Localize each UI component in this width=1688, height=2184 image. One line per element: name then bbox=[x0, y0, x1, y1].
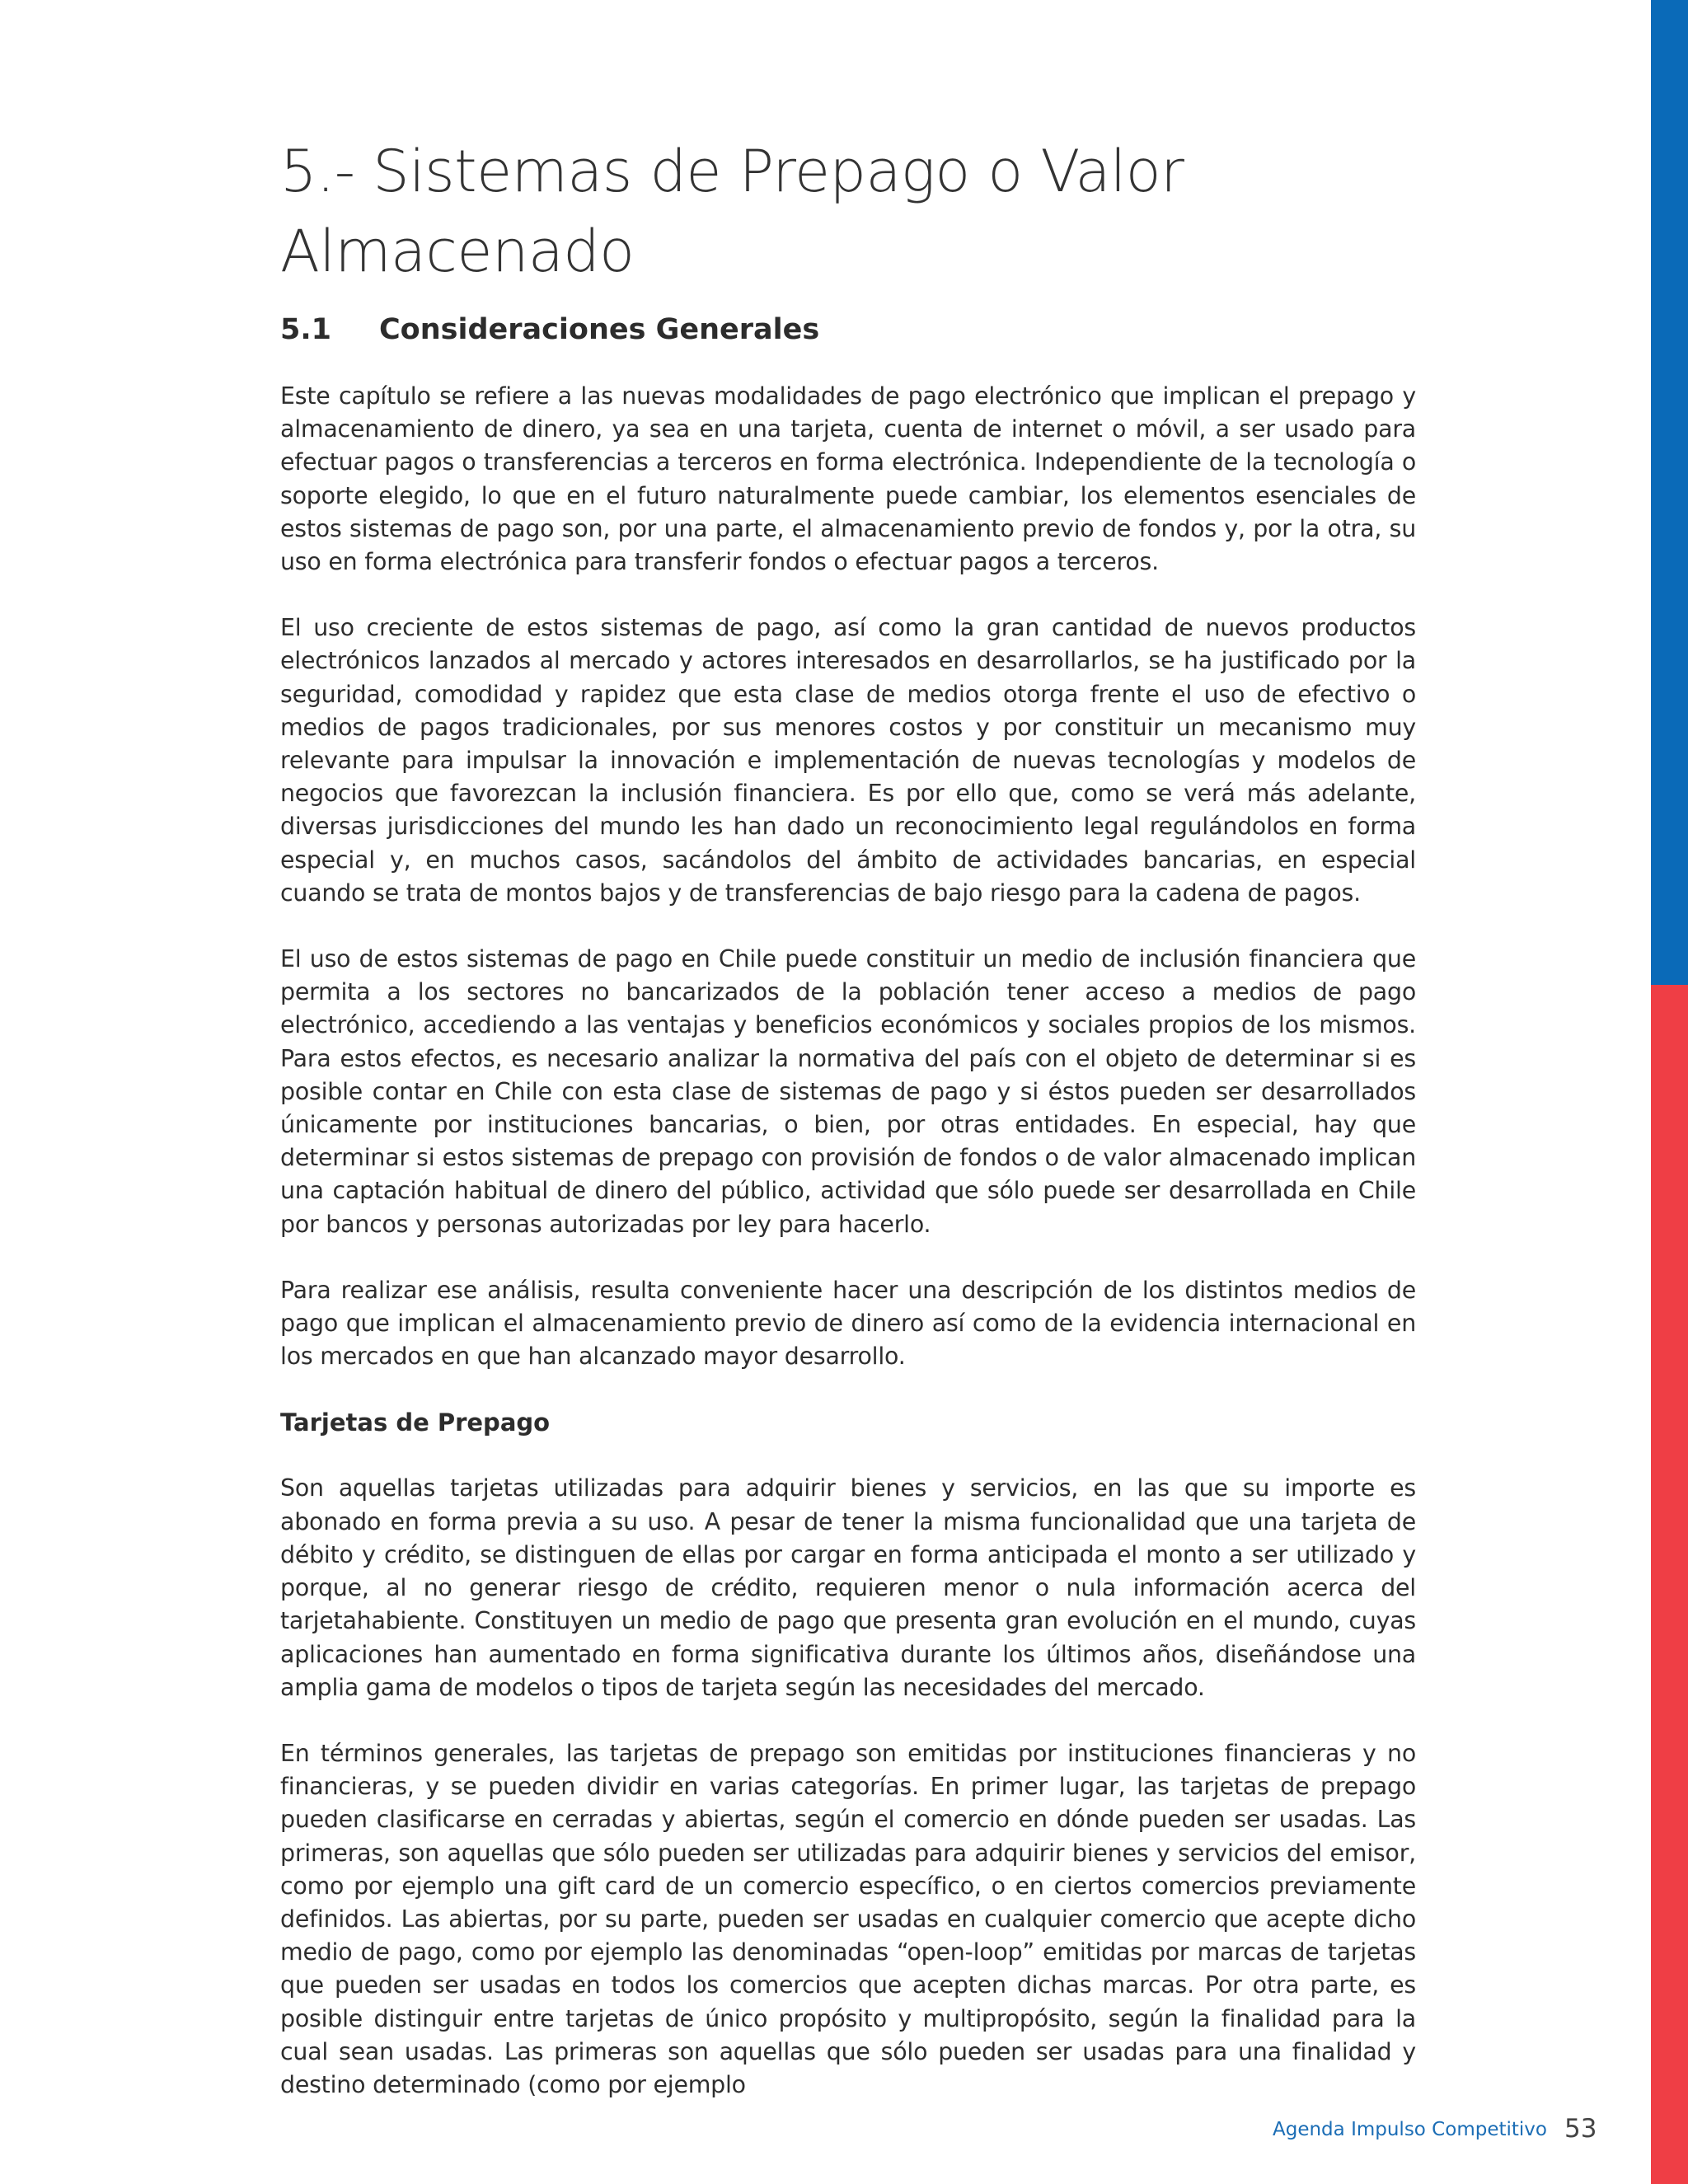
paragraph: El uso de estos sistemas de pago en Chile puede constituir un medio de inclusión financiera que permita a los sectores no bancarizados de la población tener acceso a medios de pago electrónico, accediendo a las ventajas y beneficios económicos y sociales propios de los mismos. Para estos efectos, es necesario analizar la normativa del país con el objeto de determinar si es posible contar en Chile con esta clase de sistemas de pago y si éstos pueden ser desarrollados únicamente por instituciones bancarias, o bien, por otras entidades. En especial, hay que determinar si estos sistemas de prepago con provisión de fondos o de valor almacenado implican una captación habitual de dinero del público, actividad que sólo puede ser desarrollada en Chile por bancos y personas autorizadas por ley para hacerlo. bbox=[280, 945, 1416, 1238]
paragraph: El uso creciente de estos sistemas de pago, así como la gran cantidad de nuevos productos electrónicos lanzados al mercado y actores interesados en desarrollarlos, se ha justificado por la seguridad, comodidad y rapidez que esta clase de medios otorga frente el uso de efectivo o medios de pagos tradicionales, por sus menores costos y por constituir un mecanismo muy relevante para impulsar la innovación e implementación de nuevas tecnologías y modelos de negocios que favorezcan la inclusión financiera. Es por ello que, como se verá más adelante, diversas jurisdicciones del mundo les han dado un reconocimiento legal regulándolos en forma especial y, en muchos casos, sacándolos del ámbito de actividades bancarias, en especial cuando se trata de montos bajos y de transferencias de bajo riesgo para la cadena de pagos. bbox=[280, 614, 1416, 907]
paragraph: Son aquellas tarjetas utilizadas para adquirir bienes y servicios, en las que su importe es abonado en forma previa a su uso. A pesar de tener la misma funcionalidad que una tarjeta de débito y crédito, se distinguen de ellas por cargar en forma anticipada el monto a ser utilizado y porque, al no generar riesgo de crédito, requieren menor o nula información acerca del tarjetahabiente. Constituyen un medio de pago que presenta gran evolución en el mundo, cuyas aplicaciones han aumentado en forma significativa durante los últimos años, diseñándose una amplia gama de modelos o tipos de tarjeta según las necesidades del mercado. bbox=[280, 1474, 1416, 1701]
footer-label: Agenda Impulso Competitivo bbox=[1273, 2119, 1547, 2140]
subheading: Tarjetas de Prepago bbox=[280, 1408, 551, 1437]
page-content bbox=[280, 132, 1416, 2102]
section-heading bbox=[280, 313, 1416, 346]
paragraph: Este capítulo se refiere a las nuevas modalidades de pago electrónico que implican el prepago y almacenamiento de dinero, ya sea en una tarjeta, cuenta de internet o móvil, a ser usado para efectuar pagos o transferencias a terceros en forma electrónica. Independiente de la tecnología o soporte elegido, lo que en el futuro naturalmente puede cambiar, los elementos esenciales de estos sistemas de pago son, por una parte, el almacenamiento previo de fondos y, por la otra, su uso en forma electrónica para transferir fondos o efectuar pagos a terceros. bbox=[280, 382, 1416, 576]
section-number: 5.1 bbox=[280, 313, 332, 346]
side-bar-red bbox=[1651, 985, 1688, 2184]
section-title: Consideraciones Generales bbox=[379, 313, 820, 346]
page-number: 53 bbox=[1564, 2114, 1597, 2144]
paragraph: Para realizar ese análisis, resulta conveniente hacer una descripción de los distintos medios de pago que implican el almacenamiento previo de dinero así como de la evidencia internacional en los mercados en que han alcanzado mayor desarrollo. bbox=[280, 1276, 1416, 1371]
paragraph: En términos generales, las tarjetas de prepago son emitidas por instituciones financieras y no financieras, y se pueden dividir en varias categorías. En primer lugar, las tarjetas de prepago pueden clasificarse en cerradas y abiertas, según el comercio en dónde pueden ser usadas. Las primeras, son aquellas que sólo pueden ser utilizadas para adquirir bienes y servicios del emisor, como por ejemplo una gift card de un comercio específico, o en ciertos comercios previamente definidos. Las abiertas, por su parte, pueden ser usadas en cualquier comercio que acepte dicho medio de pago, como por ejemplo las denominadas “open-loop” emitidas por marcas de tarjetas que pueden ser usadas en todos los comercios que acepten dichas marcas. Por otra parte, es posible distinguir entre tarjetas de único propósito y multipropósito, según la finalidad para la cual sean usadas. Las primeras son aquellas que sólo pueden ser usadas para una finalidad y destino determinado (como por ejemplo bbox=[280, 1739, 1416, 2098]
chapter-title: 5.- Sistemas de Prepago o Valor Almacenado bbox=[280, 138, 1184, 285]
side-bar-blue bbox=[1651, 0, 1688, 985]
